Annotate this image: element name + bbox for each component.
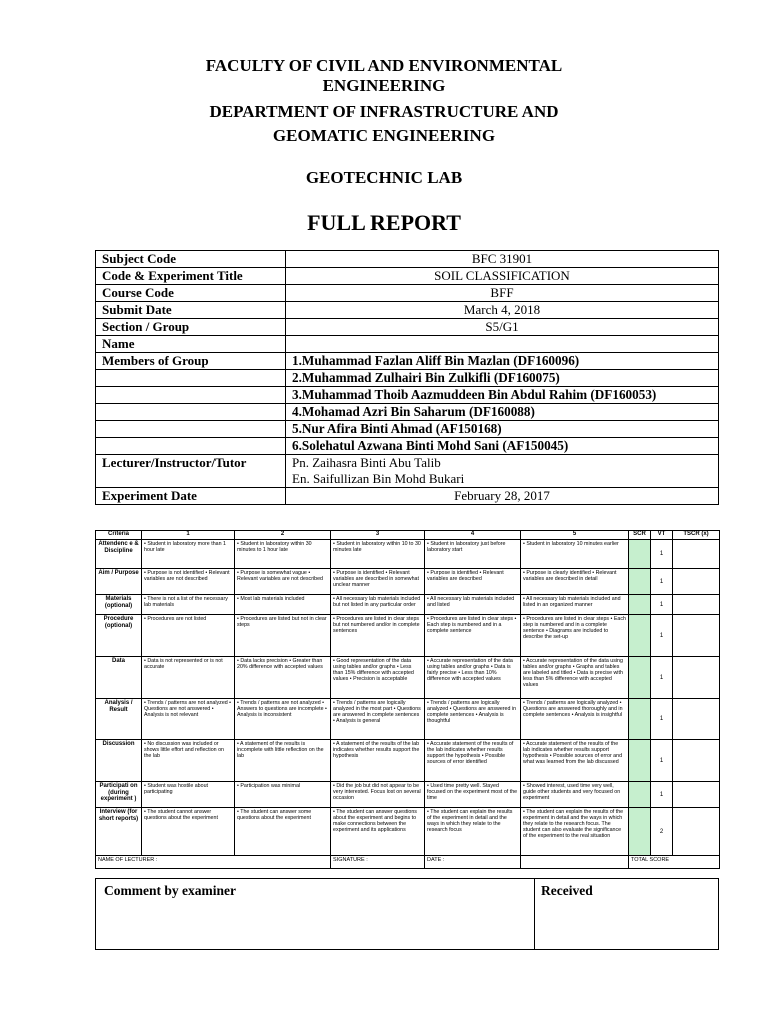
rubric-cell: • Did the job but did not appear to be very interested. Focus lost on several occasion	[331, 782, 425, 808]
table-row	[96, 595, 720, 615]
rubric-cell: • The student can explain the results of the experiment in detail and the ways in which they relate to the research focus	[425, 808, 521, 856]
submit-date-label: Submit Date	[96, 302, 286, 319]
department-heading	[0, 100, 768, 148]
rubric-cell: • Trends / patterns are not analyzed • Questions are not answered • Analysis is not relevant	[142, 699, 235, 740]
blank-footer-cell	[521, 856, 629, 869]
rubric-cell: • Accurate statement of the results of the lab indicates whether results support hypothesis • Possible sources of error and what was learned from the lab discussed	[521, 740, 629, 782]
received-label: Received	[541, 883, 593, 898]
score-cell[interactable]	[629, 782, 651, 808]
header-1: 1	[142, 531, 235, 540]
total-score-cell[interactable]	[673, 699, 720, 740]
weight-cell: 2	[651, 808, 673, 856]
rubric-cell: • Procedures are listed in clear steps • Each step is numbered and in a complete sentence	[425, 615, 521, 657]
total-score-cell[interactable]	[673, 740, 720, 782]
examiner-comment-label: Comment by examiner	[104, 883, 236, 898]
rubric-cell: • Accurate representation of the data using tables and/or graphs • Data is fairly precise • Less than 10% difference with accepted values	[425, 657, 521, 699]
total-score-cell[interactable]	[673, 615, 720, 657]
member-4: 4.Mohamad Azri Bin Saharum (DF160088)	[286, 404, 719, 421]
total-score-cell[interactable]	[673, 808, 720, 856]
lecturer-values	[286, 455, 719, 488]
rubric-cell: • A statement of the results is incomplete with little reflection on the lab	[235, 740, 331, 782]
score-cell[interactable]	[629, 540, 651, 569]
member-5: 5.Nur Afira Binti Ahmad (AF150168)	[286, 421, 719, 438]
score-cell[interactable]	[629, 740, 651, 782]
criteria-cell: Materials (optional)	[96, 595, 142, 615]
lecturer-label: Lecturer/Instructor/Tutor	[96, 455, 286, 488]
submit-date-value: March 4, 2018	[286, 302, 719, 319]
rubric-cell: • Procedures are listed in clear steps but not numbered and/or in complete sentences	[331, 615, 425, 657]
rubric-cell: • Good representation of the data using tables and/or graphs • Less than 15% difference with accepted values • Precision is acceptable	[331, 657, 425, 699]
score-cell[interactable]	[629, 699, 651, 740]
rubric-cell: • Student in laboratory just before laboratory start	[425, 540, 521, 569]
weight-cell: 1	[651, 615, 673, 657]
rubric-header-row	[96, 531, 720, 540]
rubric-cell: • Student in laboratory 10 minutes earlier	[521, 540, 629, 569]
total-score-cell[interactable]	[673, 595, 720, 615]
table-row	[96, 808, 720, 856]
rubric-cell: • The student cannot answer questions about the experiment	[142, 808, 235, 856]
members-label: Members of Group	[96, 353, 286, 370]
table-row	[96, 657, 720, 699]
criteria-cell: Aim / Purpose	[96, 569, 142, 595]
info-table	[95, 250, 719, 505]
rubric-cell: • Data is not represented or is not accurate	[142, 657, 235, 699]
header-tscr: TSCR (x)	[673, 531, 720, 540]
table-row	[96, 569, 720, 595]
criteria-cell: Participati on (during experiment )	[96, 782, 142, 808]
header-vt: VT	[651, 531, 673, 540]
rubric-cell: • No discussion was included or shows little effort and reflection on the lab	[142, 740, 235, 782]
member-1: 1.Muhammad Fazlan Aliff Bin Mazlan (DF160096)	[286, 353, 719, 370]
weight-cell: 1	[651, 595, 673, 615]
rubric-cell: • Showed interest, used time very well, guide other students and very focused on experiment	[521, 782, 629, 808]
weight-cell: 1	[651, 569, 673, 595]
rubric-cell: • Procedures are not listed	[142, 615, 235, 657]
header-5: 5	[521, 531, 629, 540]
experiment-date-label: Experiment Date	[96, 488, 286, 505]
experiment-title-value: SOIL CLASSIFICATION	[286, 268, 719, 285]
member-6: 6.Solehatul Azwana Binti Mohd Sani (AF150045)	[286, 438, 719, 455]
header-scr: SCR	[629, 531, 651, 540]
weight-cell: 1	[651, 540, 673, 569]
weight-cell: 1	[651, 740, 673, 782]
rubric-cell: • All necessary lab materials included but not listed in any particular order	[331, 595, 425, 615]
rubric-cell: • Most lab materials included	[235, 595, 331, 615]
rubric-cell: • Participation was minimal	[235, 782, 331, 808]
rubric-cell: • Data lacks precision • Greater than 20% difference with accepted values	[235, 657, 331, 699]
criteria-cell: Discussion	[96, 740, 142, 782]
total-score-cell[interactable]	[673, 540, 720, 569]
weight-cell: 1	[651, 657, 673, 699]
faculty-line-2: ENGINEERING	[322, 76, 446, 95]
rubric-cell: • Purpose is identified • Relevant variables are described	[425, 569, 521, 595]
rubric-cell: • Accurate representation of the data using tables and/or graphs • Graphs and tables are labeled and titled • Data is precise with less than 5% difference with accepted values	[521, 657, 629, 699]
report-title: FULL REPORT	[307, 210, 461, 235]
section-label: Section / Group	[96, 319, 286, 336]
course-code-label: Course Code	[96, 285, 286, 302]
criteria-cell: Data	[96, 657, 142, 699]
rubric-table	[95, 530, 720, 869]
rubric-cell: • Purpose is identified • Relevant variables are described in somewhat unclear manner	[331, 569, 425, 595]
rubric-cell: • The student can answer questions about the experiment and begins to make connections between the experiment and its applications	[331, 808, 425, 856]
lab-heading: GEOTECHNIC LAB	[305, 168, 463, 187]
score-cell[interactable]	[629, 657, 651, 699]
rubric-cell: • Trends / patterns are logically analyzed in the most part • Questions are answered in complete sentences • Analysis is general	[331, 699, 425, 740]
score-cell[interactable]	[629, 615, 651, 657]
rubric-cell: • Student in laboratory within 10 to 30 minutes late	[331, 540, 425, 569]
rubric-cell: • Purpose is clearly identified • Relevant variables are described in detail	[521, 569, 629, 595]
criteria-cell: Analysis / Result	[96, 699, 142, 740]
weight-cell: 1	[651, 782, 673, 808]
criteria-cell: Attendenc e & Discipline	[96, 540, 142, 569]
total-score-cell[interactable]	[673, 782, 720, 808]
rubric-cell: • Accurate statement of the results of the lab indicates whether results support the hypothesis • Possible sources of error identified	[425, 740, 521, 782]
dept-line-1: DEPARTMENT OF INFRASTRUCTURE AND	[209, 102, 559, 121]
table-row	[96, 615, 720, 657]
rubric-cell: • Trends / patterns are not analyzed • Answers to questions are incomplete • Analysis is inconsistent	[235, 699, 331, 740]
name-label: Name	[96, 336, 286, 353]
score-cell[interactable]	[629, 595, 651, 615]
faculty-line-1: FACULTY OF CIVIL AND ENVIRONMENTAL	[205, 56, 563, 75]
comment-box	[95, 878, 719, 950]
experiment-title-label: Code & Experiment Title	[96, 268, 286, 285]
lecturer-name-field[interactable]: NAME OF LECTURER :	[96, 856, 331, 869]
name-value	[286, 336, 719, 353]
examiner-comment-area[interactable]	[96, 879, 535, 949]
rubric-cell: • All necessary lab materials included and listed	[425, 595, 521, 615]
rubric-cell: • The student can explain the results of the experiment in detail and the ways in which they relate to the research focus. The student can also evaluate the significance of the experiment to the real situation	[521, 808, 629, 856]
table-row	[96, 699, 720, 740]
rubric-cell: • Used time pretty well. Stayed focused on the experiment most of the time	[425, 782, 521, 808]
rubric-cell: • Procedures are listed but not in clear steps	[235, 615, 331, 657]
criteria-cell: Procedure (optional)	[96, 615, 142, 657]
header-criteria: Criteria	[96, 531, 142, 540]
dept-line-2: GEOMATIC ENGINEERING	[272, 126, 496, 145]
rubric-cell: • All necessary lab materials included and listed in an organized manner	[521, 595, 629, 615]
rubric-cell: • Purpose is not identified • Relevant variables are not described	[142, 569, 235, 595]
faculty-heading	[0, 56, 768, 96]
rubric-cell: • Purpose is somewhat vague • Relevant variables are not described	[235, 569, 331, 595]
rubric-cell: • Student in laboratory more than 1 hour late	[142, 540, 235, 569]
total-score-field[interactable]: TOTAL SCORE	[629, 856, 720, 869]
total-score-cell[interactable]	[673, 657, 720, 699]
date-field[interactable]: DATE :	[425, 856, 521, 869]
rubric-cell: • There is not a list of the necessary lab materials	[142, 595, 235, 615]
weight-cell: 1	[651, 699, 673, 740]
subject-code-label: Subject Code	[96, 251, 286, 268]
header-2: 2	[235, 531, 331, 540]
member-2: 2.Muhammad Zulhairi Bin Zulkifli (DF160075)	[286, 370, 719, 387]
rubric-cell: • The student can answer some questions about the experiment	[235, 808, 331, 856]
header-4: 4	[425, 531, 521, 540]
header-3: 3	[331, 531, 425, 540]
rubric-cell: • Student in laboratory within 30 minutes to 1 hour late	[235, 540, 331, 569]
rubric-cell: • A statement of the results of the lab indicates whether results support the hypothesis	[331, 740, 425, 782]
subject-code-value: BFC 31901	[286, 251, 719, 268]
rubric-footer-row	[96, 856, 720, 869]
rubric-cell: • Trends / patterns are logically analyzed • Questions are answered thoroughly and in complete sentences • Analysis is insightful	[521, 699, 629, 740]
lecturer-2: En. Saifullizan Bin Mohd Bukari	[292, 471, 465, 486]
rubric-cell: • Student was hostile about participating	[142, 782, 235, 808]
score-cell[interactable]	[629, 808, 651, 856]
rubric-cell: • Trends / patterns are logically analyzed • Questions are answered in complete sentences • Analysis is thoughtful	[425, 699, 521, 740]
table-row	[96, 740, 720, 782]
experiment-date-value: February 28, 2017	[286, 488, 719, 505]
course-code-value: BFF	[286, 285, 719, 302]
total-score-cell[interactable]	[673, 569, 720, 595]
score-cell[interactable]	[629, 569, 651, 595]
criteria-cell: Interview (for short reports)	[96, 808, 142, 856]
signature-field[interactable]: SIGNATURE :	[331, 856, 425, 869]
section-value: S5/G1	[286, 319, 719, 336]
lecturer-1: Pn. Zaihasra Binti Abu Talib	[292, 455, 441, 470]
table-row	[96, 540, 720, 569]
member-3: 3.Muhammad Thoib Aazmuddeen Bin Abdul Rahim (DF160053)	[286, 387, 719, 404]
table-row	[96, 782, 720, 808]
rubric-cell: • Procedures are listed in clear steps • Each step is numbered and in a complete sentence • Diagrams are included to describe the set-up	[521, 615, 629, 657]
